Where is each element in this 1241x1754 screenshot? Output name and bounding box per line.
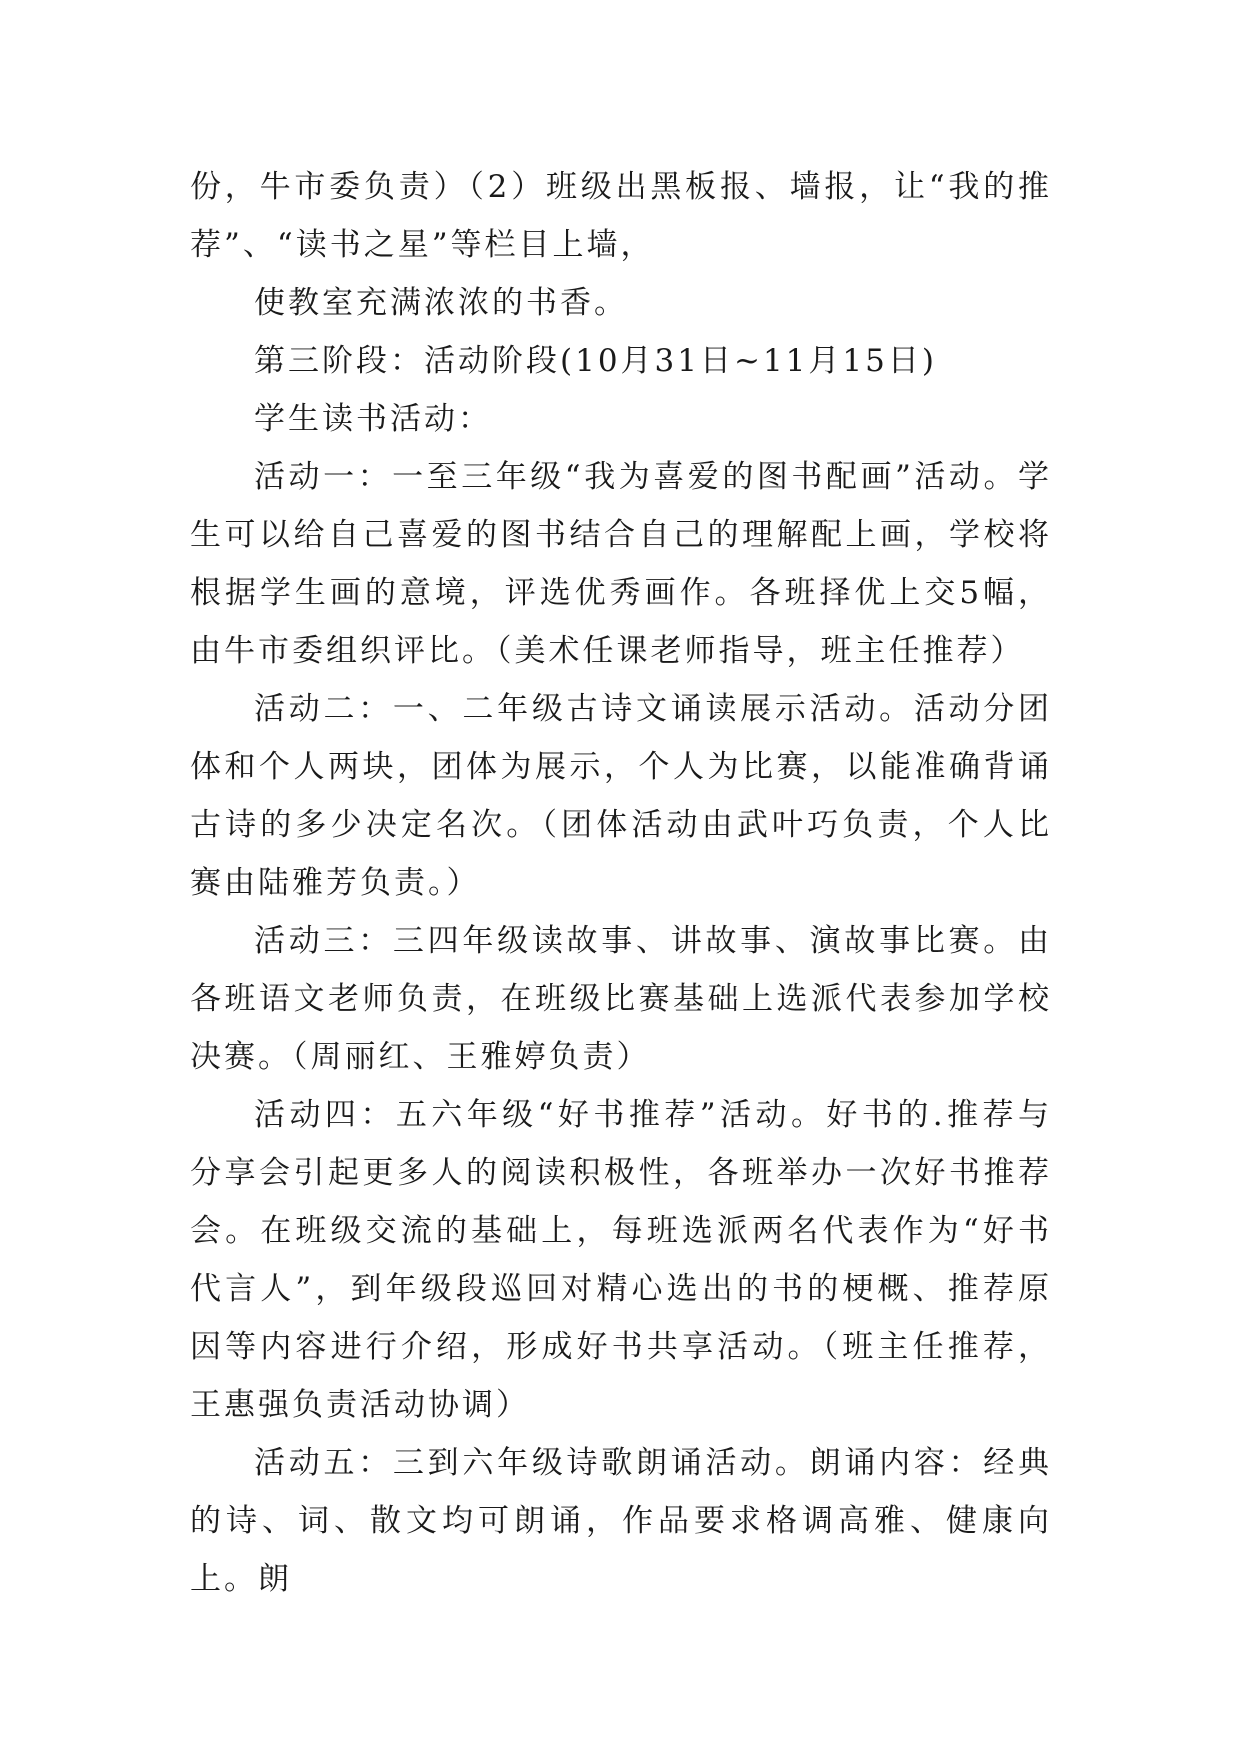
paragraph-activity-three: 活动三：三四年级读故事、讲故事、演故事比赛。由各班语文老师负责，在班级比赛基础上选派代表参加学校决赛。（周丽红、王雅婷负责） [190, 923, 1052, 1075]
subheading-student-reading: 学生读书活动： [254, 401, 492, 437]
paragraph-activity-five: 活动五：三到六年级诗歌朗诵活动。朗诵内容：经典的诗、词、散文均可朗诵，作品要求格调高雅、健康向上。朗 [190, 1445, 1052, 1597]
section-heading-stage-three: 第三阶段：活动阶段(10月31日~11月15日) [254, 343, 937, 379]
paragraph-continued: 份，牛市委负责）（2）班级出黑板报、墙报，让“我的推荐”、“读书之星”等栏目上墙， [190, 169, 1052, 263]
paragraph-activity-two: 活动二：一、二年级古诗文诵读展示活动。活动分团体和个人两块，团体为展示，个人为比赛，以能准确背诵古诗的多少决定名次。（团体活动由武叶巧负责，个人比赛由陆雅芳负责。） [190, 691, 1052, 901]
paragraph-activity-one: 活动一：一至三年级“我为喜爱的图书配画”活动。学生可以给自己喜爱的图书结合自己的理解配上画，学校将根据学生画的意境，评选优秀画作。各班择优上交5幅，由牛市委组织评比。（美术任课老师指导，班主任推荐） [190, 459, 1052, 669]
paragraph: 使教室充满浓浓的书香。 [254, 285, 628, 321]
paragraph-activity-four: 活动四：五六年级“好书推荐”活动。好书的.推荐与分享会引起更多人的阅读积极性，各班举办一次好书推荐会。在班级交流的基础上，每班选派两名代表作为“好书代言人”，到年级段巡回对精心选出的书的梗概、推荐原因等内容进行介绍，形成好书共享活动。（班主任推荐，王惠强负责活动协调） [190, 1097, 1052, 1423]
document-body [190, 158, 1052, 1608]
